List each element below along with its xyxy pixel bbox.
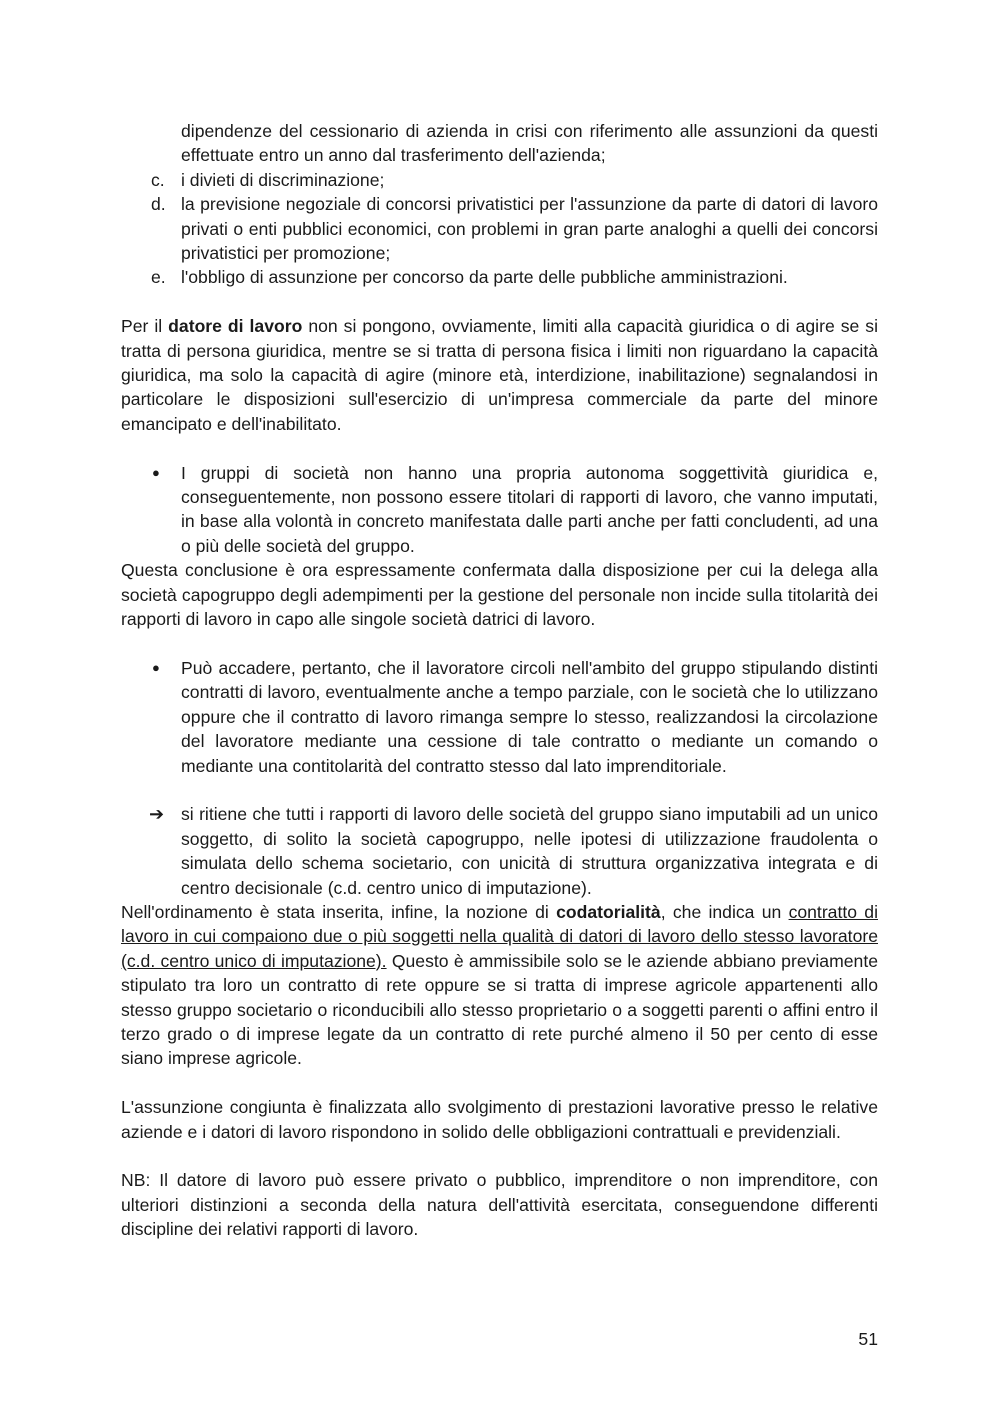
list-continuation: dipendenze del cessionario di azienda in crisi con riferimento alle assunzioni da questi effettuate entro un anno dal trasferimento dell'azienda; bbox=[181, 121, 878, 166]
paragraph-datore bbox=[121, 314, 878, 436]
bold-term: datore di lavoro bbox=[168, 316, 303, 337]
list-item-d bbox=[121, 192, 878, 265]
page-number: 51 bbox=[858, 1329, 878, 1349]
page-body bbox=[121, 119, 878, 1242]
list-item-e bbox=[121, 265, 878, 289]
list-item-text: i divieti di discriminazione; bbox=[181, 169, 385, 190]
paragraph-nb: NB: Il datore di lavoro può essere privato o pubblico, imprenditore o non imprenditore, con ulteriori distinzioni a seconda della natura dell'attività esercitata, conseguendone differenti discipline dei relativi rapporti di lavoro. bbox=[121, 1170, 878, 1240]
list-marker: c. bbox=[151, 169, 165, 190]
paragraph-text: Questo è ammissibile solo se le aziende abbiano previamente stipulato tra loro un contratto di rete oppure se si tratta di imprese agricole appartenenti allo stesso gruppo societario o riconducibili allo stesso proprietario o a soggetti parenti o affini entro il terzo grado o di imprese legate da un contratto di rete purché almeno il 50 per cento di esse siano imprese agricole. bbox=[121, 950, 878, 1069]
paragraph-assunzione: L'assunzione congiunta è finalizzata allo svolgimento di prestazioni lavorative presso le relative aziende e i datori di lavoro rispondono in solido delle obbligazioni contrattuali e previdenziali. bbox=[121, 1097, 878, 1142]
bullet-item-gruppi bbox=[121, 461, 878, 559]
bullet-item-accadere bbox=[121, 656, 878, 778]
list-marker: e. bbox=[151, 267, 166, 288]
paragraph-codatorialita bbox=[121, 900, 878, 1071]
paragraph-text: Per il bbox=[121, 316, 169, 337]
bullet-text: Può accadere, pertanto, che il lavoratore circoli nell'ambito del gruppo stipulando distinti contratti di lavoro, eventualmente anche a tempo parziale, con le società che lo utilizzano oppure che il contratto di lavoro rimanga sempre lo stesso, realizzandosi la circolazione del lavoratore mediante una cessione di tale contratto o mediante un comando o mediante una contitolarità del contratto stesso dal lato imprenditoriale. bbox=[181, 657, 878, 776]
bullet-icon: ● bbox=[152, 659, 160, 675]
list-marker: d. bbox=[151, 194, 166, 215]
paragraph-conclusione: Questa conclusione è ora espressamente confermata dalla disposizione per cui la delega alla società capogruppo degli adempimenti per la gestione del personale non incide sulla titolarità dei rapporti di lavoro in capo alle singole società datrici di lavoro. bbox=[121, 560, 878, 630]
bullet-text: I gruppi di società non hanno una propria autonoma soggettività giuridica e, conseguentemente, non possono essere titolari di rapporti di lavoro, che vanno imputati, in base alla volontà in concreto manifestata dalle parti anche per fatti concludenti, ad una o più delle società del gruppo. bbox=[181, 462, 878, 556]
bullet-icon: ● bbox=[152, 464, 160, 480]
list-item-c bbox=[121, 168, 878, 192]
list-item-text: l'obbligo di assunzione per concorso da parte delle pubbliche amministrazioni. bbox=[181, 267, 788, 288]
arrow-right-icon: ➔ bbox=[149, 804, 165, 825]
paragraph-text: Nell'ordinamento è stata inserita, infine, la nozione di bbox=[121, 901, 557, 922]
underlined-definition: contratto di lavoro in cui compaiono due o più soggetti nella qualità di datori di lavoro dello stesso lavoratore (c.d. centro unico di imputazione). bbox=[121, 901, 878, 971]
list-item-text: la previsione negoziale di concorsi privatistici per l'assunzione da parte di datori di lavoro privati o enti pubblici economici, con problemi in gran parte analoghi a quelli dei concorsi privatistici per promozione; bbox=[181, 194, 878, 264]
bold-term: codatorialità bbox=[556, 901, 661, 922]
arrow-item-text: si ritiene che tutti i rapporti di lavoro delle società del gruppo siano imputabili ad un unico soggetto, di solito la società capogruppo, nelle ipotesi di utilizzazione fraudolenta o simulata dello schema societario, con unicità di struttura organizzativa integrata e di centro decisionale (c.d. centro unico di imputazione). bbox=[181, 804, 878, 898]
paragraph-text: non si pongono, ovviamente, limiti alla capacità giuridica o di agire se si tratta di persona giuridica, mentre se si tratta di persona fisica i limiti non riguardano la capacità giuridica, ma solo la capacità di agire (minore età, interdizione, inabilitazione) segnalandosi in particolare le disposizioni sull'esercizio di un'impresa commerciale da parte del minore emancipato e dell'inabilitato. bbox=[121, 316, 878, 434]
arrow-item bbox=[121, 802, 878, 900]
paragraph-text: , che indica un bbox=[660, 901, 789, 922]
